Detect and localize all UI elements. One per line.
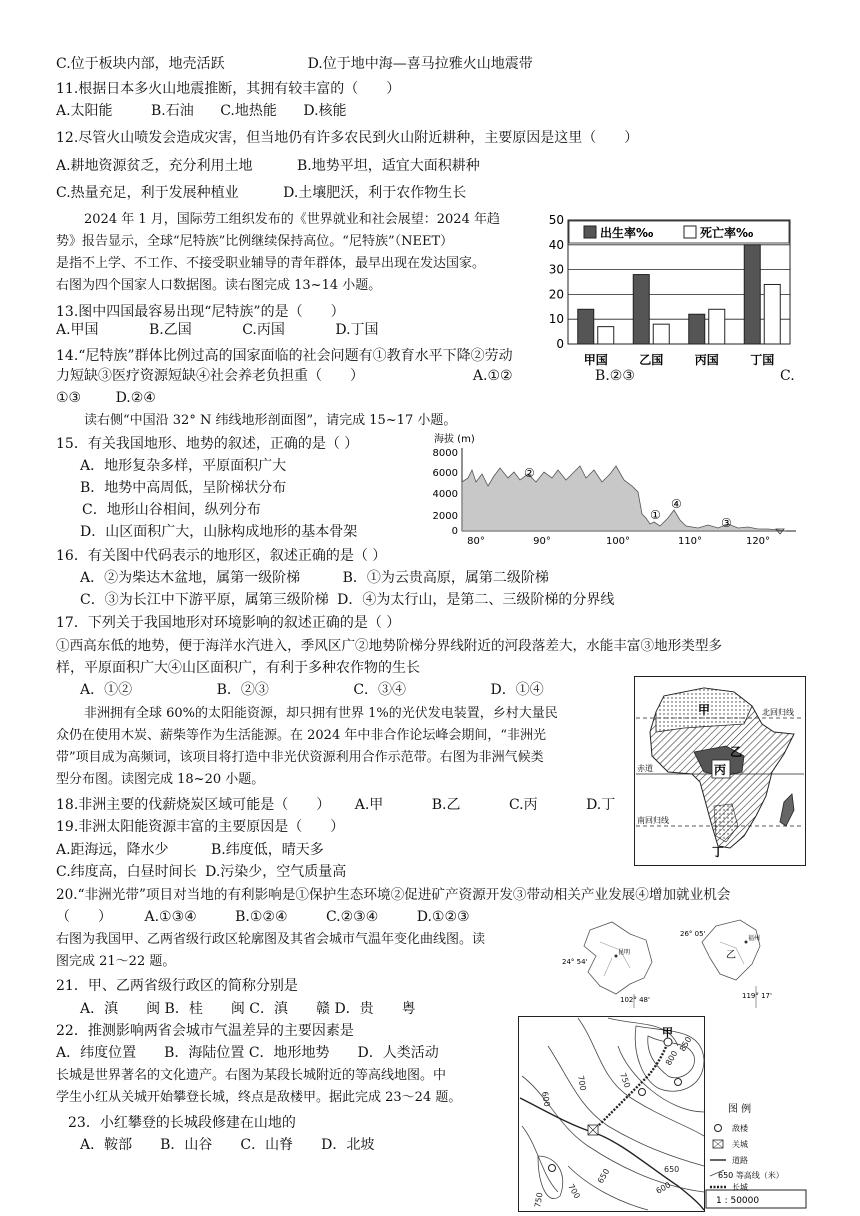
passage4-line2: 图完成 21～22 题。 bbox=[56, 954, 176, 969]
africa-climate-map bbox=[634, 676, 806, 866]
population-bar-chart bbox=[540, 212, 796, 372]
profile-ytick: 6000 bbox=[432, 468, 458, 479]
q22-stem: 22．推测影响两省会城市气温差异的主要因素是 bbox=[56, 1023, 354, 1039]
q11-option-c: C.地热能 bbox=[220, 103, 277, 119]
q20-option-a: A.①③④ bbox=[144, 909, 197, 925]
contour-value: 700 bbox=[566, 1182, 582, 1201]
q23-options: A．鞍部 B．山谷 C．山脊 D．北坡 bbox=[80, 1137, 375, 1153]
contour-value: 800 bbox=[663, 1049, 680, 1067]
q22-options: A．纬度位置 B．海陆位置 C．地形地势 D．人类活动 bbox=[56, 1045, 439, 1061]
terrain-profile-area bbox=[462, 466, 786, 531]
legend-swatch bbox=[684, 226, 696, 238]
q14-option-c: ①③ bbox=[56, 390, 82, 406]
chart-category-label: 丙国 bbox=[694, 353, 719, 367]
contour-value: 650 bbox=[595, 1167, 612, 1185]
q18-option-a: A.甲 bbox=[354, 797, 384, 813]
q18-option-b: B.乙 bbox=[431, 797, 461, 813]
q20-option-b: B.①②④ bbox=[235, 909, 288, 925]
q17-option-b: B．②③ bbox=[216, 682, 269, 698]
q12-option-b: B.地势平坦，适宜大面积耕种 bbox=[297, 158, 480, 174]
q16-options-ab bbox=[80, 568, 549, 588]
q16-stem: 16．有关图中代码表示的地形区，叙述正确的是（ ） bbox=[56, 548, 387, 564]
passage3-line4: 型分布图。读图完成 18~20 小题。 bbox=[56, 772, 265, 787]
q17-option-a: A．①② bbox=[80, 682, 133, 698]
q12-option-c: C.热量充足，利于发展种植业 bbox=[56, 185, 239, 201]
q12-options-cd bbox=[56, 183, 466, 203]
q12-option-d: D.土壤肥沃，利于农作物生长 bbox=[283, 185, 467, 201]
profile-mark-2: ② bbox=[524, 466, 535, 480]
contour-value: 650 bbox=[664, 1165, 680, 1174]
q23-stem: 23．小红攀登的长城段修建在山地的 bbox=[68, 1115, 296, 1131]
q11-option-d: D.核能 bbox=[303, 103, 347, 119]
q15-stem: 15．有关我国地形、地势的叙述，正确的是（ ） bbox=[56, 436, 359, 452]
bar-chart-svg bbox=[540, 212, 796, 372]
profile-xtick: 80° bbox=[467, 536, 485, 547]
birth-rate-bar bbox=[689, 314, 705, 344]
q18-option-d: D.丁 bbox=[586, 797, 616, 813]
contour-value: 600 bbox=[540, 1090, 552, 1108]
province-city-b: 福州 bbox=[748, 935, 761, 942]
q16-option-c: C．③为长江中下游平原，属第三级阶梯 bbox=[80, 592, 329, 608]
contour-value: 750 bbox=[533, 1191, 545, 1209]
passage1-line1: 2024 年 1 月，国际劳工组织发布的《世界就业和社会展望：2024 年趋 bbox=[84, 212, 500, 227]
q11-stem: 11.根据日本多火山地震推断，其拥有较丰富的（ ） bbox=[56, 81, 401, 97]
q19-option-c: C.纬度高，白昼时间长 bbox=[56, 864, 197, 880]
q14-option-d: D.②④ bbox=[115, 390, 156, 406]
q12-stem: 12.尽管火山喷发会造成灾害，但当地仍有许多农民到火山附近耕种，主要原因是这里（ ） bbox=[56, 130, 639, 146]
q12-option-a: A.耕地资源贫乏，充分利用土地 bbox=[56, 158, 253, 174]
africa-label-jia: 甲 bbox=[698, 703, 711, 717]
q21-options: A．滇 闽 B．桂 闽 C．滇 赣 D．贵 粤 bbox=[80, 1001, 416, 1017]
africa-tropic-north: 北回归线 bbox=[762, 708, 794, 717]
profile-mark-1: ① bbox=[650, 508, 661, 522]
q13-options bbox=[56, 320, 379, 340]
passage5-line2: 学生小红从关城开始攀登长城，终点是敌楼甲。据此完成 23～24 题。 bbox=[56, 1090, 462, 1105]
q14-option-b: B.②③ bbox=[595, 368, 635, 384]
q15-option-a: A．地形复杂多样，平原面积广大 bbox=[80, 458, 287, 474]
q14-line3 bbox=[56, 388, 156, 408]
q15-option-d: D．山区面积广大，山脉构成地形的基本骨架 bbox=[80, 524, 358, 540]
profile-ytick: 4000 bbox=[432, 489, 458, 500]
africa-label-yi: 乙 bbox=[730, 745, 743, 759]
chart-category-label: 丁国 bbox=[750, 353, 775, 367]
death-rate-bar bbox=[598, 327, 614, 344]
q19-option-d: D.污染少，空气质量高 bbox=[205, 864, 347, 880]
q20-paren: （ ） bbox=[56, 909, 112, 925]
profile-ytick: 8000 bbox=[432, 448, 458, 459]
q20-option-c: C.②③④ bbox=[325, 909, 379, 925]
chart-category-label: 甲国 bbox=[583, 353, 608, 367]
q17-line2: 样，平原面积广大④山区面积广，有利于多种农作物的生长 bbox=[56, 660, 420, 676]
q20-options bbox=[56, 907, 470, 927]
legend-road: 道路 bbox=[732, 1156, 748, 1165]
q16-option-d: D．④为太行山，是第二、三级阶梯的分界线 bbox=[337, 592, 615, 608]
q14-stem-part2: 力短缺③医疗资源短缺④社会养老负担重（ ） bbox=[56, 368, 364, 384]
great-wall-contour-map bbox=[518, 1016, 808, 1212]
legend-swatch bbox=[584, 226, 596, 238]
province-lon-b: 119° 17' bbox=[742, 992, 772, 1000]
passage3-line3: 带”项目成为高频词，该项目将打造中非光伏资源利用合作示范带。右图为非洲气候类 bbox=[56, 750, 544, 765]
q17-option-d: D．①④ bbox=[490, 682, 544, 698]
profile-xtick: 90° bbox=[533, 536, 551, 547]
africa-equator: 赤道 bbox=[637, 764, 653, 773]
q12-options-ab bbox=[56, 156, 480, 176]
africa-map-svg bbox=[634, 676, 806, 866]
q14-line1: 14.“尼特族”群体比例过高的国家面临的社会问题有①教育水平下降②劳动 bbox=[56, 348, 513, 364]
africa-label-ding: 丁 bbox=[712, 845, 725, 859]
birth-rate-bar bbox=[744, 245, 760, 344]
africa-tropic-south: 南回归线 bbox=[637, 816, 669, 825]
passage2: 读右侧“中国沿 32° N 纬线地形剖面图”，请完成 15~17 小题。 bbox=[84, 413, 457, 428]
q19-options-ab bbox=[56, 840, 324, 860]
passage5-line1: 长城是世界著名的文化遗产。右图为某段长城附近的等高线地图。中 bbox=[56, 1068, 447, 1083]
contour-legend-title: 图 例 bbox=[728, 1104, 752, 1115]
q14-option-a: A.①② bbox=[472, 368, 513, 384]
q16-option-a: A．②为柴达木盆地，属第一级阶梯 bbox=[80, 570, 301, 586]
q18-line bbox=[56, 795, 615, 815]
q19-stem: 19.非洲太阳能资源丰富的主要原因是（ ） bbox=[56, 819, 345, 835]
contour-map-svg bbox=[518, 1016, 808, 1212]
profile-ytick: 0 bbox=[451, 526, 458, 537]
profile-xtick: 100° bbox=[605, 536, 631, 547]
chart-ytick-label: 20 bbox=[548, 287, 564, 302]
q17-options bbox=[80, 680, 544, 700]
death-rate-bar bbox=[764, 284, 780, 344]
q17-line1: ①西高东低的地势，便于海洋水汽进入，季风区广②地势阶梯分界线附近的河段落差大，水能丰富③地形类型多 bbox=[56, 638, 723, 654]
legend-tower: 敌楼 bbox=[732, 1124, 748, 1133]
profile-ytick: 2000 bbox=[432, 511, 458, 522]
passage1-line2: 势》报告显示，全球“尼特族”比例继续保持高位。“尼特族”（NEET） bbox=[56, 234, 454, 249]
legend-label: 出生率‰ bbox=[600, 226, 654, 240]
passage1-line4: 右图为四个国家人口数据图。读右图完成 13~14 小题。 bbox=[56, 278, 382, 293]
province-lon-a: 102° 48' bbox=[620, 996, 650, 1004]
chart-ytick-label: 30 bbox=[548, 262, 564, 277]
contour-label-jia: 甲 bbox=[662, 1026, 673, 1039]
contour-value: 750 bbox=[618, 1071, 632, 1090]
q13-option-a: A.甲国 bbox=[56, 322, 99, 338]
terrain-profile-svg bbox=[428, 430, 800, 548]
q20-option-d: D.①②③ bbox=[416, 909, 470, 925]
profile-mark-3: ③ bbox=[721, 516, 732, 530]
q11-options bbox=[56, 101, 347, 121]
profile-xtick: 110° bbox=[677, 536, 703, 547]
passage3-line2: 众仍在使用木炭、薪柴等作为生活能源。在 2024 年中非合作论坛峰会期间，“非洲光 bbox=[56, 728, 546, 743]
profile-mark-4: ④ bbox=[671, 497, 682, 511]
chart-ytick-label: 0 bbox=[556, 337, 564, 351]
profile-xtick: 120° bbox=[745, 536, 771, 547]
q11-option-a: A.太阳能 bbox=[56, 103, 113, 119]
q16-options-cd bbox=[80, 590, 614, 610]
africa-label-bing: 丙 bbox=[714, 763, 727, 777]
q13-option-c: C.丙国 bbox=[242, 322, 285, 338]
q10-options-cd bbox=[56, 54, 533, 74]
q19-option-b: B.纬度低，晴天多 bbox=[211, 842, 324, 858]
q13-option-b: B.乙国 bbox=[149, 322, 192, 338]
legend-pass: 关城 bbox=[732, 1140, 748, 1149]
terrain-profile-figure bbox=[428, 430, 800, 548]
province-lat-a: 24° 54' bbox=[562, 958, 588, 966]
birth-rate-bar bbox=[578, 309, 594, 344]
passage1-line3: 是指不上学、不工作、不接受职业辅导的青年群体，最早出现在发达国家。 bbox=[56, 256, 486, 271]
q19-option-a: A.距海远，降水少 bbox=[56, 842, 169, 858]
q20-stem: 20.“非洲光带”项目对当地的有利影响是①保护生态环境②促进矿产资源开发③带动相关产业发展④增加就业机会 bbox=[56, 887, 731, 903]
q21-stem: 21．甲、乙两省级行政区的简称分别是 bbox=[56, 978, 298, 994]
birth-rate-bar bbox=[633, 275, 649, 344]
q10-option-d: D.位于地中海—喜马拉雅火山地震带 bbox=[307, 56, 533, 72]
province-label-yi: 乙 bbox=[726, 950, 736, 961]
province-svg bbox=[560, 912, 810, 1012]
province-outlines-figure bbox=[560, 912, 810, 1012]
q17-option-c: C．③④ bbox=[353, 682, 407, 698]
province-lat-b: 26° 05' bbox=[680, 930, 706, 938]
q15-option-b: B．地势中高周低，呈阶梯状分布 bbox=[80, 480, 287, 496]
q18-stem: 18.非洲主要的伐薪烧炭区域可能是（ ） bbox=[56, 797, 331, 813]
contour-scale: 1 : 50000 bbox=[716, 1196, 760, 1206]
contour-value: 850 bbox=[677, 1035, 694, 1053]
death-rate-bar bbox=[653, 324, 669, 344]
contour-value: 700 bbox=[576, 1074, 588, 1092]
q13-option-d: D.丁国 bbox=[335, 322, 379, 338]
q14-option-c-label: C. bbox=[780, 368, 795, 384]
death-rate-bar bbox=[709, 309, 725, 344]
q10-option-c: C.位于板块内部，地壳活跃 bbox=[56, 56, 225, 72]
passage3-line1: 非洲拥有全球 60%的太阳能资源，却只拥有世界 1%的光伏发电装置，乡村大量民 bbox=[84, 706, 558, 721]
q13-stem: 13.图中四国最容易出现“尼特族”的是（ ） bbox=[56, 304, 345, 320]
q19-options-cd bbox=[56, 862, 346, 882]
chart-ytick-label: 50 bbox=[548, 213, 564, 227]
passage4-line1: 右图为我国甲、乙两省级行政区轮廓图及其省会城市气温年变化曲线图。读 bbox=[56, 932, 486, 947]
legend-wall: 长城 bbox=[732, 1183, 748, 1192]
q15-option-c: C．地形山谷相间，纵列分布 bbox=[82, 502, 261, 518]
q17-stem: 17．下列关于我国地形对环境影响的叙述正确的是（ ） bbox=[56, 615, 401, 631]
chart-ytick-label: 40 bbox=[548, 237, 564, 252]
chart-ytick-label: 10 bbox=[548, 312, 564, 327]
q11-option-b: B.石油 bbox=[151, 103, 194, 119]
legend-label: 死亡率‰ bbox=[700, 226, 754, 240]
province-city-a: 昆明 bbox=[618, 949, 631, 956]
contour-value: 600 bbox=[654, 1180, 673, 1196]
profile-ylabel: 海拔 (m) bbox=[434, 434, 475, 445]
q18-option-c: C.丙 bbox=[508, 797, 538, 813]
q16-option-b: B．①为云贵高原，属第二级阶梯 bbox=[342, 570, 549, 586]
legend-contour: 650 等高线（米） bbox=[718, 1171, 784, 1180]
chart-category-label: 乙国 bbox=[639, 353, 664, 367]
